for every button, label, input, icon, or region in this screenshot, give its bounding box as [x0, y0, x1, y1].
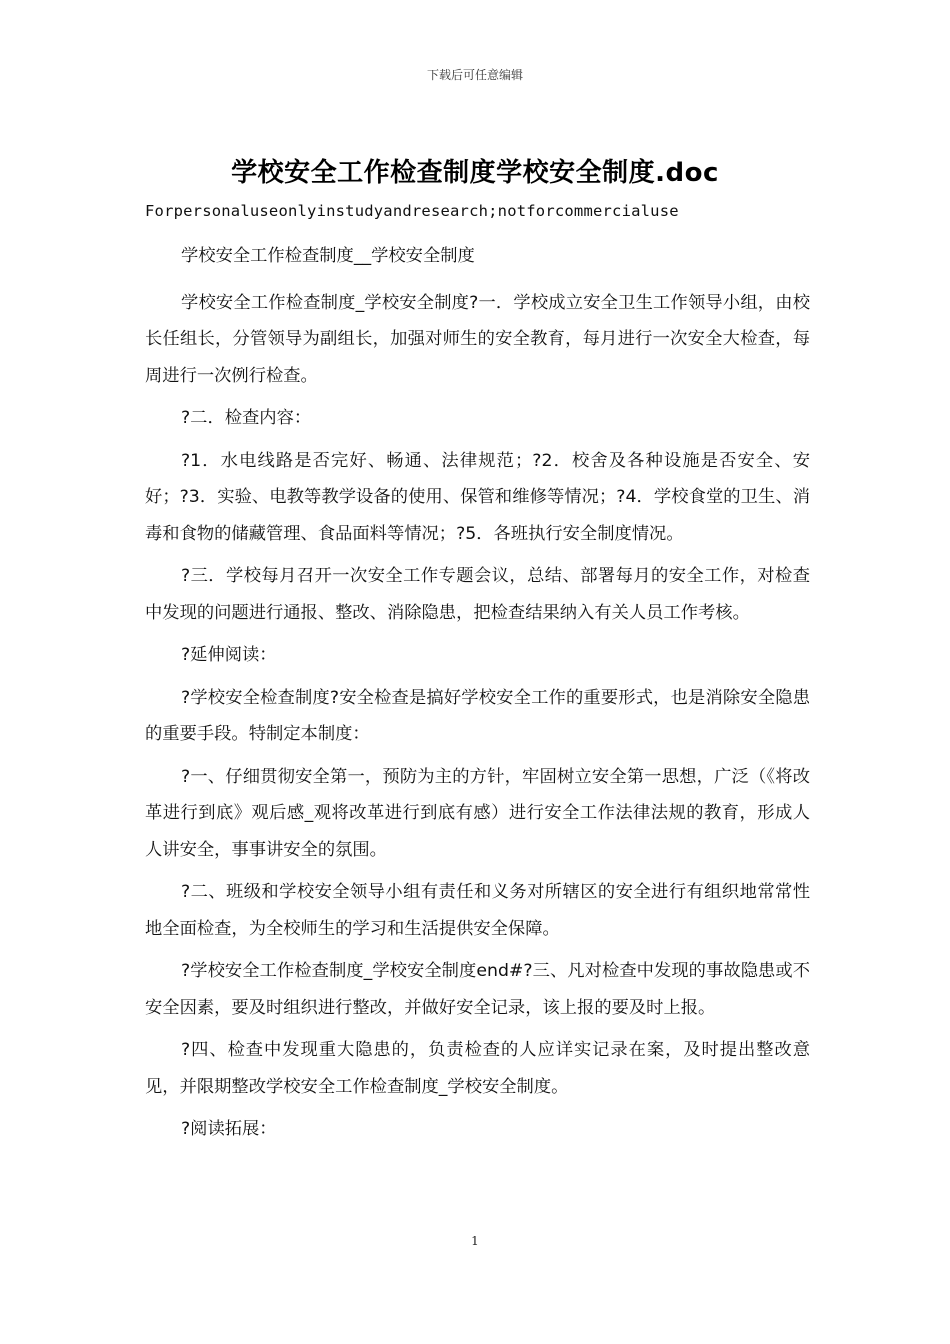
document-body: [145, 238, 810, 1154]
paragraph: ?学校安全检查制度?安全检查是搞好学校安全工作的重要形式，也是消除安全隐患的重要手段。特制定本制度：: [145, 687, 810, 744]
paragraph: ?四、检查中发现重大隐患的，负责检查的人应详实记录在案，及时提出整改意见，并限期整改学校安全工作检查制度_学校安全制度。: [145, 1040, 810, 1097]
paragraph: ?三．学校每月召开一次安全工作专题会议，总结、部署每月的安全工作，对检查中发现的问题进行通报、整改、消除隐患，把检查结果纳入有关人员工作考核。: [145, 566, 810, 623]
paragraph-subtitle: 学校安全工作检查制度__学校安全制度: [181, 246, 475, 266]
paragraph: ?阅读拓展：: [181, 1119, 277, 1139]
paragraph: ?1．水电线路是否完好、畅通、法律规范；?2．校舍及各种设施是否安全、安好；?3．实验、电教等教学设备的使用、保管和维修等情况；?4．学校食堂的卫生、消毒和食物的储藏管理、食品面料等情况；?5．各班执行安全制度情况。: [145, 450, 810, 544]
paragraph: ?学校安全工作检查制度_学校安全制度end#?三、凡对检查中发现的事故隐患或不安全因素，要及时组织进行整改，并做好安全记录，该上报的要及时上报。: [145, 961, 810, 1018]
paragraph: ?二、班级和学校安全领导小组有责任和义务对所辖区的安全进行有组织地常常性地全面检查，为全校师生的学习和生活提供安全保障。: [145, 882, 810, 939]
usage-notice: Forpersonaluseonlyinstudyandresearch;notforcommercialuse: [145, 202, 679, 220]
page-header: 下载后可任意编辑: [426, 68, 523, 82]
page-number: 1: [471, 1234, 479, 1248]
paragraph: ?延伸阅读：: [181, 645, 277, 665]
paragraph: ?一、仔细贯彻安全第一，预防为主的方针，牢固树立安全第一思想，广泛（《将改革进行到底》观后感_观将改革进行到底有感）进行安全工作法律法规的教育，形成人人讲安全，事事讲安全的氛围。: [145, 766, 810, 860]
paragraph: 学校安全工作检查制度_学校安全制度?一．学校成立安全卫生工作领导小组，由校长任组长，分管领导为副组长，加强对师生的安全教育，每月进行一次安全大检查，每周进行一次例行检查。: [145, 292, 810, 386]
paragraph: ?二．检查内容：: [181, 408, 312, 428]
document-title: 学校安全工作检查制度学校安全制度.doc: [231, 158, 719, 188]
